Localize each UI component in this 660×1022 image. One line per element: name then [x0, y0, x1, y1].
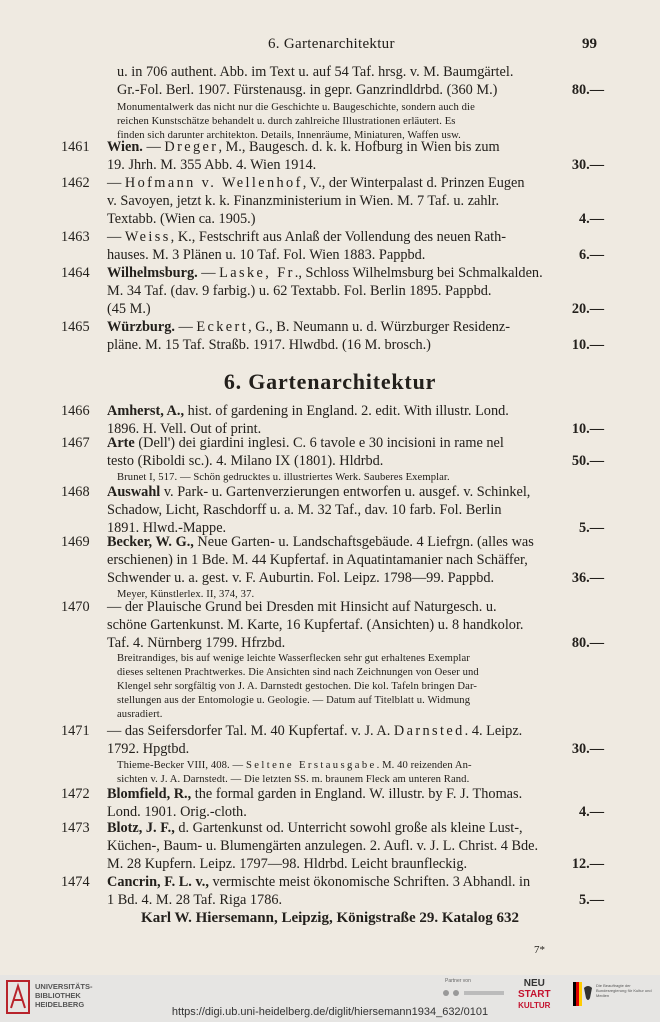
page-number: 99 [582, 36, 597, 52]
spaced-author-name: Seltene Erstausgabe [246, 760, 377, 771]
entry-price: 4.— [578, 804, 604, 820]
entry-price: 36.— [571, 570, 604, 586]
federal-eagle-icon [573, 982, 593, 1006]
spaced-author-name: Laske, Fr [219, 265, 295, 281]
entry-text-line [107, 891, 282, 910]
entry-number: 1472 [61, 786, 90, 802]
entry-heading: Amherst, A., [107, 403, 185, 419]
entry-text-line [107, 873, 530, 892]
entry-text-line [107, 819, 523, 838]
entry-price: 10.— [571, 337, 604, 353]
entry-text: Schadow, Licht, Raschdorff u. a. M. 32 Taf., dav. 10 farb. Fol. Berlin [107, 502, 502, 518]
entry-text-line [107, 318, 510, 337]
entry-text: Klengel sehr sorgfältig von J. A. Darnstedt gestochen. Die kol. Tafeln bringen Dar- [117, 681, 477, 692]
partner-label: Partner von [445, 978, 471, 984]
entry-number: 1461 [61, 139, 90, 155]
entry-text: . M. 40 reizenden An- [376, 760, 472, 771]
page-url-link[interactable]: https://digi.ub.uni-heidelberg.de/diglit/hiersemann1934_632/0101 [171, 1006, 489, 1018]
entry-price: 20.— [571, 301, 604, 317]
entry-text-line [107, 598, 497, 617]
entry-text-line [107, 282, 492, 301]
entry-text-line [107, 246, 425, 265]
running-title: 6. Gartenarchitektur [268, 36, 395, 52]
entry-text: finden sich darunter architekton. Details, Innenräume, Miniaturen, Waffen usw. [117, 130, 461, 141]
entry-text: reichen Kunstschätze behandelt u. durch zahlreiche Illustrationen erläutert. Es [117, 116, 456, 127]
entry-text-line [107, 156, 316, 175]
entry-text: , K., Festschrift aus Anlaß der Vollendung des neuen Rath- [170, 229, 507, 245]
entry-text: the formal garden in England. W. illustr. by F. J. Thomas. [191, 786, 523, 802]
entry-price: 30.— [571, 741, 604, 757]
spaced-author-name: Weiss [124, 229, 171, 245]
entry-price: 80.— [571, 82, 604, 98]
spaced-author-name: Eckert [196, 319, 249, 335]
entry-annotation-line [117, 680, 477, 694]
entry-text: Thieme-Becker VIII, 408. — [117, 760, 246, 771]
entry-text-line [107, 785, 522, 804]
entry-text: . 4. Leipz. [464, 723, 523, 739]
entry-text: schöne Gartenkunst. M. Karte, 16 Kupfertaf. (Ansichten) u. 8 handkolor. [107, 617, 524, 633]
entry-price: 5.— [578, 892, 604, 908]
entry-text: Schwender u. a. gest. v. F. Auburtin. Fol. Leipz. 1798—99. Pappbd. [107, 570, 495, 586]
entry-text: Lond. 1901. Orig.-cloth. [107, 804, 247, 820]
entry-text-line [117, 81, 497, 100]
entry-heading: Würzburg. [107, 319, 175, 335]
entry-text-line [107, 300, 151, 319]
entry-text-line [107, 264, 543, 283]
entry-number: 1465 [61, 319, 90, 335]
government-sponsor-text: Die Beauftragte der Bundesregierung für Kultur und Medien [596, 983, 652, 998]
entry-text-line [107, 533, 534, 552]
entry-text: — [107, 175, 125, 191]
entry-text-line [107, 740, 189, 759]
entry-number: 1470 [61, 599, 90, 615]
entry-text: — [142, 139, 165, 155]
entry-heading: Blomfield, R., [107, 786, 192, 802]
spaced-author-name: Dreger [164, 139, 219, 155]
entry-annotation-line [117, 115, 456, 129]
viewer-bottom-bar [0, 975, 660, 1022]
entry-text-line [107, 722, 522, 741]
entry-text-line [107, 138, 500, 157]
entry-text: erschienen) in 1 Bde. M. 44 Kupfertaf. in Aquatintamanier nach Schäffer, [107, 552, 528, 568]
entry-heading: Wilhelmsburg. [107, 265, 198, 281]
entry-text: — der Plauische Grund bei Dresden mit Hinsicht auf Naturgesch. u. [107, 599, 497, 615]
library-name: UNIVERSITÄTS- BIBLIOTHEK HEIDELBERG [35, 982, 93, 1009]
entry-price: 5.— [578, 520, 604, 536]
entry-heading: Auswahl [107, 484, 161, 500]
entry-text: — das Seifersdorfer Tal. M. 40 Kupfertaf. v. J. A. [107, 723, 394, 739]
entry-text: — [197, 265, 220, 281]
entry-text: (Dell') dei giardini inglesi. C. 6 tavole e 30 incisioni in rame nel [134, 435, 504, 451]
entry-annotation-line [117, 101, 475, 115]
entry-heading: Becker, W. G., [107, 534, 194, 550]
entry-text: hauses. M. 3 Plänen u. 10 Taf. Fol. Wien 1883. Pappbd. [107, 247, 426, 263]
entry-text-line [107, 174, 525, 193]
entry-text: Monumentalwerk das nicht nur die Geschichte u. Baugeschichte, sondern auch die [117, 102, 475, 113]
sheet-signature-mark: 7* [534, 944, 545, 956]
entry-text-line [107, 551, 528, 570]
entry-text: testo (Riboldi sc.). 4. Milano IX (1801). Hldrbd. [107, 453, 384, 469]
page-header [0, 36, 660, 58]
entry-number: 1466 [61, 403, 90, 419]
entry-heading: Arte [107, 435, 135, 451]
entry-text-line [107, 228, 506, 247]
entry-text: — [107, 229, 125, 245]
entry-text: Meyer, Künstlerlex. II, 374, 37. [117, 589, 255, 600]
entry-text-line [107, 837, 538, 856]
spaced-author-name: Darnsted [393, 723, 465, 739]
entry-text: M. 34 Taf. (dav. 9 farbig.) u. 62 Textabb. Fol. Berlin 1895. Pappbd. [107, 283, 492, 299]
entry-text: u. in 706 authent. Abb. im Text u. auf 54 Taf. hrsg. v. M. Baumgärtel. [117, 64, 514, 80]
entry-number: 1473 [61, 820, 90, 836]
entry-text: dieses seltenen Prachtwerkes. Die Ansichten sind nach Zeichnungen von Oeser und [117, 667, 479, 678]
entry-text-line [107, 402, 509, 421]
entry-text: 1896. H. Vell. Out of print. [107, 421, 262, 437]
entry-text: Breitrandiges, bis auf wenige leichte Wasserflecken sehr gut erhaltenes Exemplar [117, 653, 470, 664]
entry-heading: Wien. [107, 139, 143, 155]
entry-annotation-line [117, 694, 470, 708]
entry-text: 1891. Hlwd.-Mappe. [107, 520, 227, 536]
entry-text: , G., B. Neumann u. d. Würzburger Residenz- [248, 319, 511, 335]
entry-text-line [107, 210, 255, 229]
section-title: 6. Gartenarchitektur [223, 369, 437, 394]
entry-text: v. Park- u. Gartenverzierungen entworfen u. ausgef. v. Schinkel, [160, 484, 531, 500]
entry-number: 1463 [61, 229, 90, 245]
entry-annotation-line [117, 759, 472, 773]
entry-text-line [107, 569, 494, 588]
entry-text-line [107, 483, 530, 502]
spaced-author-name: Hofmann v. Wellenhof [124, 175, 303, 191]
entry-price: 50.— [571, 453, 604, 469]
entry-text: 1 Bd. 4. M. 28 Taf. Riga 1786. [107, 892, 283, 908]
entry-text-line [117, 63, 513, 82]
entry-price: 30.— [571, 157, 604, 173]
partner-logo-icon [440, 987, 510, 999]
entry-text-line [107, 616, 524, 635]
entry-text: , M., Baugesch. d. k. k. Hofburg in Wien bis zum [218, 139, 500, 155]
entry-text: hist. of gardening in England. 2. edit. With illustr. Lond. [184, 403, 509, 419]
entry-number: 1471 [61, 723, 90, 739]
entry-price: 12.— [571, 856, 604, 872]
entry-number: 1474 [61, 874, 90, 890]
neustart-kultur-logo: NEU START KULTUR [518, 978, 551, 1010]
entry-text-line [107, 855, 467, 874]
entry-text: — [174, 319, 197, 335]
entry-price: 80.— [571, 635, 604, 651]
entry-annotation-line [117, 666, 479, 680]
entry-text: ., Schloss Wilhelmsburg bei Schmalkalden. [294, 265, 543, 281]
entry-price: 4.— [578, 211, 604, 227]
entry-text: Brunet I, 517. — Schön gedrucktes u. illustriertes Werk. Sauberes Exemplar. [117, 472, 450, 483]
entry-text: v. Savoyen, jetzt k. k. Finanzministerium in Wien. M. 7 Taf. u. zahlr. [107, 193, 500, 209]
entry-text-line [107, 501, 501, 520]
entry-text: pläne. M. 15 Taf. Straßb. 1917. Hlwdbd. (16 M. brosch.) [107, 337, 431, 353]
entry-text-line [107, 336, 431, 355]
entry-text: Küchen-, Baum- u. Blumengärten anzulegen. 2. Aufl. v. J. L. Christ. 4 Bde. [107, 838, 539, 854]
entry-text: stellungen aus der Entomologie u. Geologie. — Datum auf Titelblatt u. Widmung [117, 695, 471, 706]
entry-heading: Blotz, J. F., [107, 820, 175, 836]
entry-annotation-line [117, 652, 470, 666]
entry-text: Textabb. (Wien ca. 1905.) [107, 211, 256, 227]
entry-text: d. Gartenkunst od. Unterricht sowohl große als kleine Lust-, [174, 820, 523, 836]
entry-number: 1467 [61, 435, 90, 451]
entry-number: 1464 [61, 265, 90, 281]
entry-text: 19. Jhrh. M. 355 Abb. 4. Wien 1914. [107, 157, 317, 173]
entry-text: Gr.-Fol. Berl. 1907. Fürstenausg. in gepr. Ganzrindldrbd. (360 M.) [117, 82, 498, 98]
entry-text: Taf. 4. Nürnberg 1799. Hfrzbd. [107, 635, 286, 651]
entry-text: ausradiert. [117, 709, 163, 720]
entry-number: 1468 [61, 484, 90, 500]
entry-text-line [107, 452, 383, 471]
entry-annotation-line [117, 708, 163, 722]
entry-text: Neue Garten- u. Landschaftsgebäude. 4 Liefrgn. (alles was [193, 534, 534, 550]
publisher-footer: Karl W. Hiersemann, Leipzig, Königstraße 29. Katalog 632 [141, 910, 519, 926]
entry-text-line [107, 434, 504, 453]
entry-text: sichten v. J. A. Darnstedt. — Die letzten SS. m. braunem Fleck am unteren Rand. [117, 774, 470, 785]
entry-text: (45 M.) [107, 301, 151, 317]
entry-heading: Cancrin, F. L. v., [107, 874, 209, 890]
entry-price: 6.— [578, 247, 604, 263]
entry-text: M. 28 Kupfern. Leipz. 1797—98. Hldrbd. Leicht braunfleckig. [107, 856, 468, 872]
entry-text: 1792. Hpgtbd. [107, 741, 190, 757]
entry-text-line [107, 634, 285, 653]
entry-price: 10.— [571, 421, 604, 437]
entry-text-line [107, 192, 499, 211]
entry-number: 1462 [61, 175, 90, 191]
entry-number: 1469 [61, 534, 90, 550]
entry-text: vermischte meist ökonomische Schriften. 3 Abhandl. in [208, 874, 531, 890]
entry-text: , V., der Winterpalast d. Prinzen Eugen [302, 175, 525, 191]
